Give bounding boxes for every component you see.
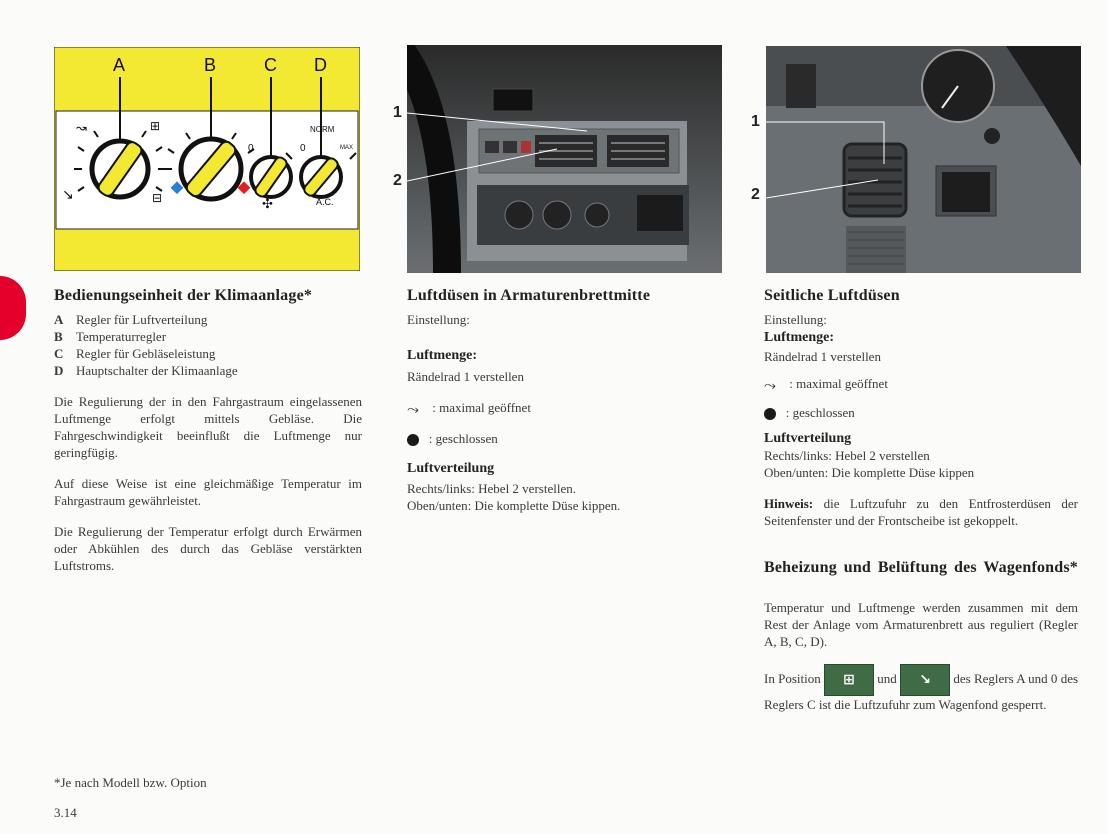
ac-label: A.C. — [316, 197, 334, 207]
side-vent-photo — [766, 46, 1081, 273]
label-d: D — [314, 55, 327, 75]
callout-1-side: 1 — [751, 113, 760, 130]
rear-defrost-icon: ⊟ — [152, 191, 163, 205]
callout-2-center: 2 — [393, 172, 402, 189]
open-row: ⤳ : maximal geöffnet — [764, 375, 888, 394]
position-paragraph: In Position ⊞ und ↘ des Reglers A und 0 des Reglers C ist die Luftzufuhr zum Wagenfond gesperrt. — [764, 664, 1078, 714]
climate-control-diagram — [54, 47, 360, 271]
zero-label-c: 0 — [248, 143, 254, 154]
zero-label-d: 0 — [300, 143, 306, 154]
verteilung-line: Oben/unten: Die komplette Düse kippen. — [407, 497, 621, 513]
closed-row: : geschlossen — [764, 404, 1078, 421]
vent-open-icon: ⤳ — [407, 399, 420, 418]
callout-1-center: 1 — [393, 104, 402, 121]
verteilung-heading: Luftverteilung — [764, 430, 852, 446]
rear-paragraph: Temperatur und Luftmenge werden zusammen mit dem Rest der Anlage vom Armaturenbrett aus reguliert (Regler A, B, C, D). — [764, 599, 1078, 649]
chapter-tab — [0, 276, 26, 340]
paragraph: Die Regulierung der Temperatur erfolgt durch Erwärmen oder Abkühlen des durch das Gebläse verstärkten Luftstroms. — [54, 524, 362, 573]
legend-item: C Regler für Gebläseleistung — [54, 346, 216, 361]
callout-2-side: 2 — [751, 186, 760, 203]
verteilung-line: Rechts/links: Hebel 2 verstellen — [764, 447, 930, 463]
column-2 — [407, 287, 707, 514]
defrost-icon: ⊞ — [150, 119, 161, 133]
norm-label: NORM — [310, 125, 335, 134]
closed-row: : geschlossen — [407, 430, 707, 447]
fan-icon: ✣ — [262, 197, 273, 212]
column-3 — [764, 287, 1078, 714]
max-label: MAX — [340, 145, 354, 151]
defrost-icon: ⊞ — [824, 664, 874, 696]
section-title-side-vents: Seitliche Luftdüsen — [764, 287, 900, 304]
einstellung-label: Einstellung: — [764, 312, 827, 327]
footnote: *Je nach Modell bzw. Option — [54, 775, 207, 790]
center-vents-photo — [407, 45, 722, 273]
label-a: A — [113, 55, 126, 75]
label-b: B — [204, 55, 217, 75]
section-title-climate: Bedienungseinheit der Klimaanlage* — [54, 287, 313, 304]
vent-face-icon: ↝ — [76, 121, 87, 136]
verteilung-line: Rechts/links: Hebel 2 verstellen. — [407, 480, 576, 496]
open-row: ⤳ : maximal geöffnet — [407, 399, 531, 418]
legend-list — [54, 311, 362, 379]
verteilung-line: Oben/unten: Die komplette Düse kippen — [764, 464, 975, 480]
verteilung-heading: Luftverteilung — [407, 460, 495, 476]
vent-closed-icon — [764, 408, 776, 420]
luftmenge-heading: Luftmenge: — [407, 348, 477, 363]
paragraph: Auf diese Weise ist eine gleichmäßige Temperatur im Fahrgastraum gewährleistet. — [54, 476, 362, 508]
luftmenge-text: Rändelrad 1 verstellen — [407, 369, 524, 384]
section-title-rear: Beheizung und Belüftung des Wagenfonds* — [764, 558, 1078, 576]
legend-item: D Hauptschalter der Klimaanlage — [54, 363, 238, 378]
footwell-vent-icon: ↘ — [62, 187, 74, 203]
legend-item: B Temperaturregler — [54, 329, 167, 344]
page-number: 3.14 — [54, 805, 77, 820]
einstellung-label: Einstellung: — [407, 312, 470, 327]
vent-open-icon: ⤳ — [764, 375, 777, 394]
column-1 — [54, 287, 362, 574]
paragraph: Die Regulierung der in den Fahrgastraum eingelassenen Luftmenge erfolgt mittels Gebläse. Die Fahrgeschwindigkeit beeinflußt die Luftmenge nur geringfügig. — [54, 394, 362, 460]
luftmenge-text: Rändelrad 1 verstellen — [764, 349, 881, 364]
section-title-center-vents: Luftdüsen in Armaturenbrettmitte — [407, 287, 651, 304]
luftmenge-heading: Luftmenge: — [764, 330, 834, 345]
hinweis-paragraph: Hinweis: die Luftzufuhr zu den Entfrosterdüsen der Seitenfenster und der Frontscheibe ist gekoppelt. — [764, 495, 1078, 528]
footwell-vent-icon: ↘ — [900, 664, 950, 696]
vent-closed-icon — [407, 434, 419, 446]
label-c: C — [264, 55, 277, 75]
legend-item: A Regler für Luftverteilung — [54, 312, 208, 327]
